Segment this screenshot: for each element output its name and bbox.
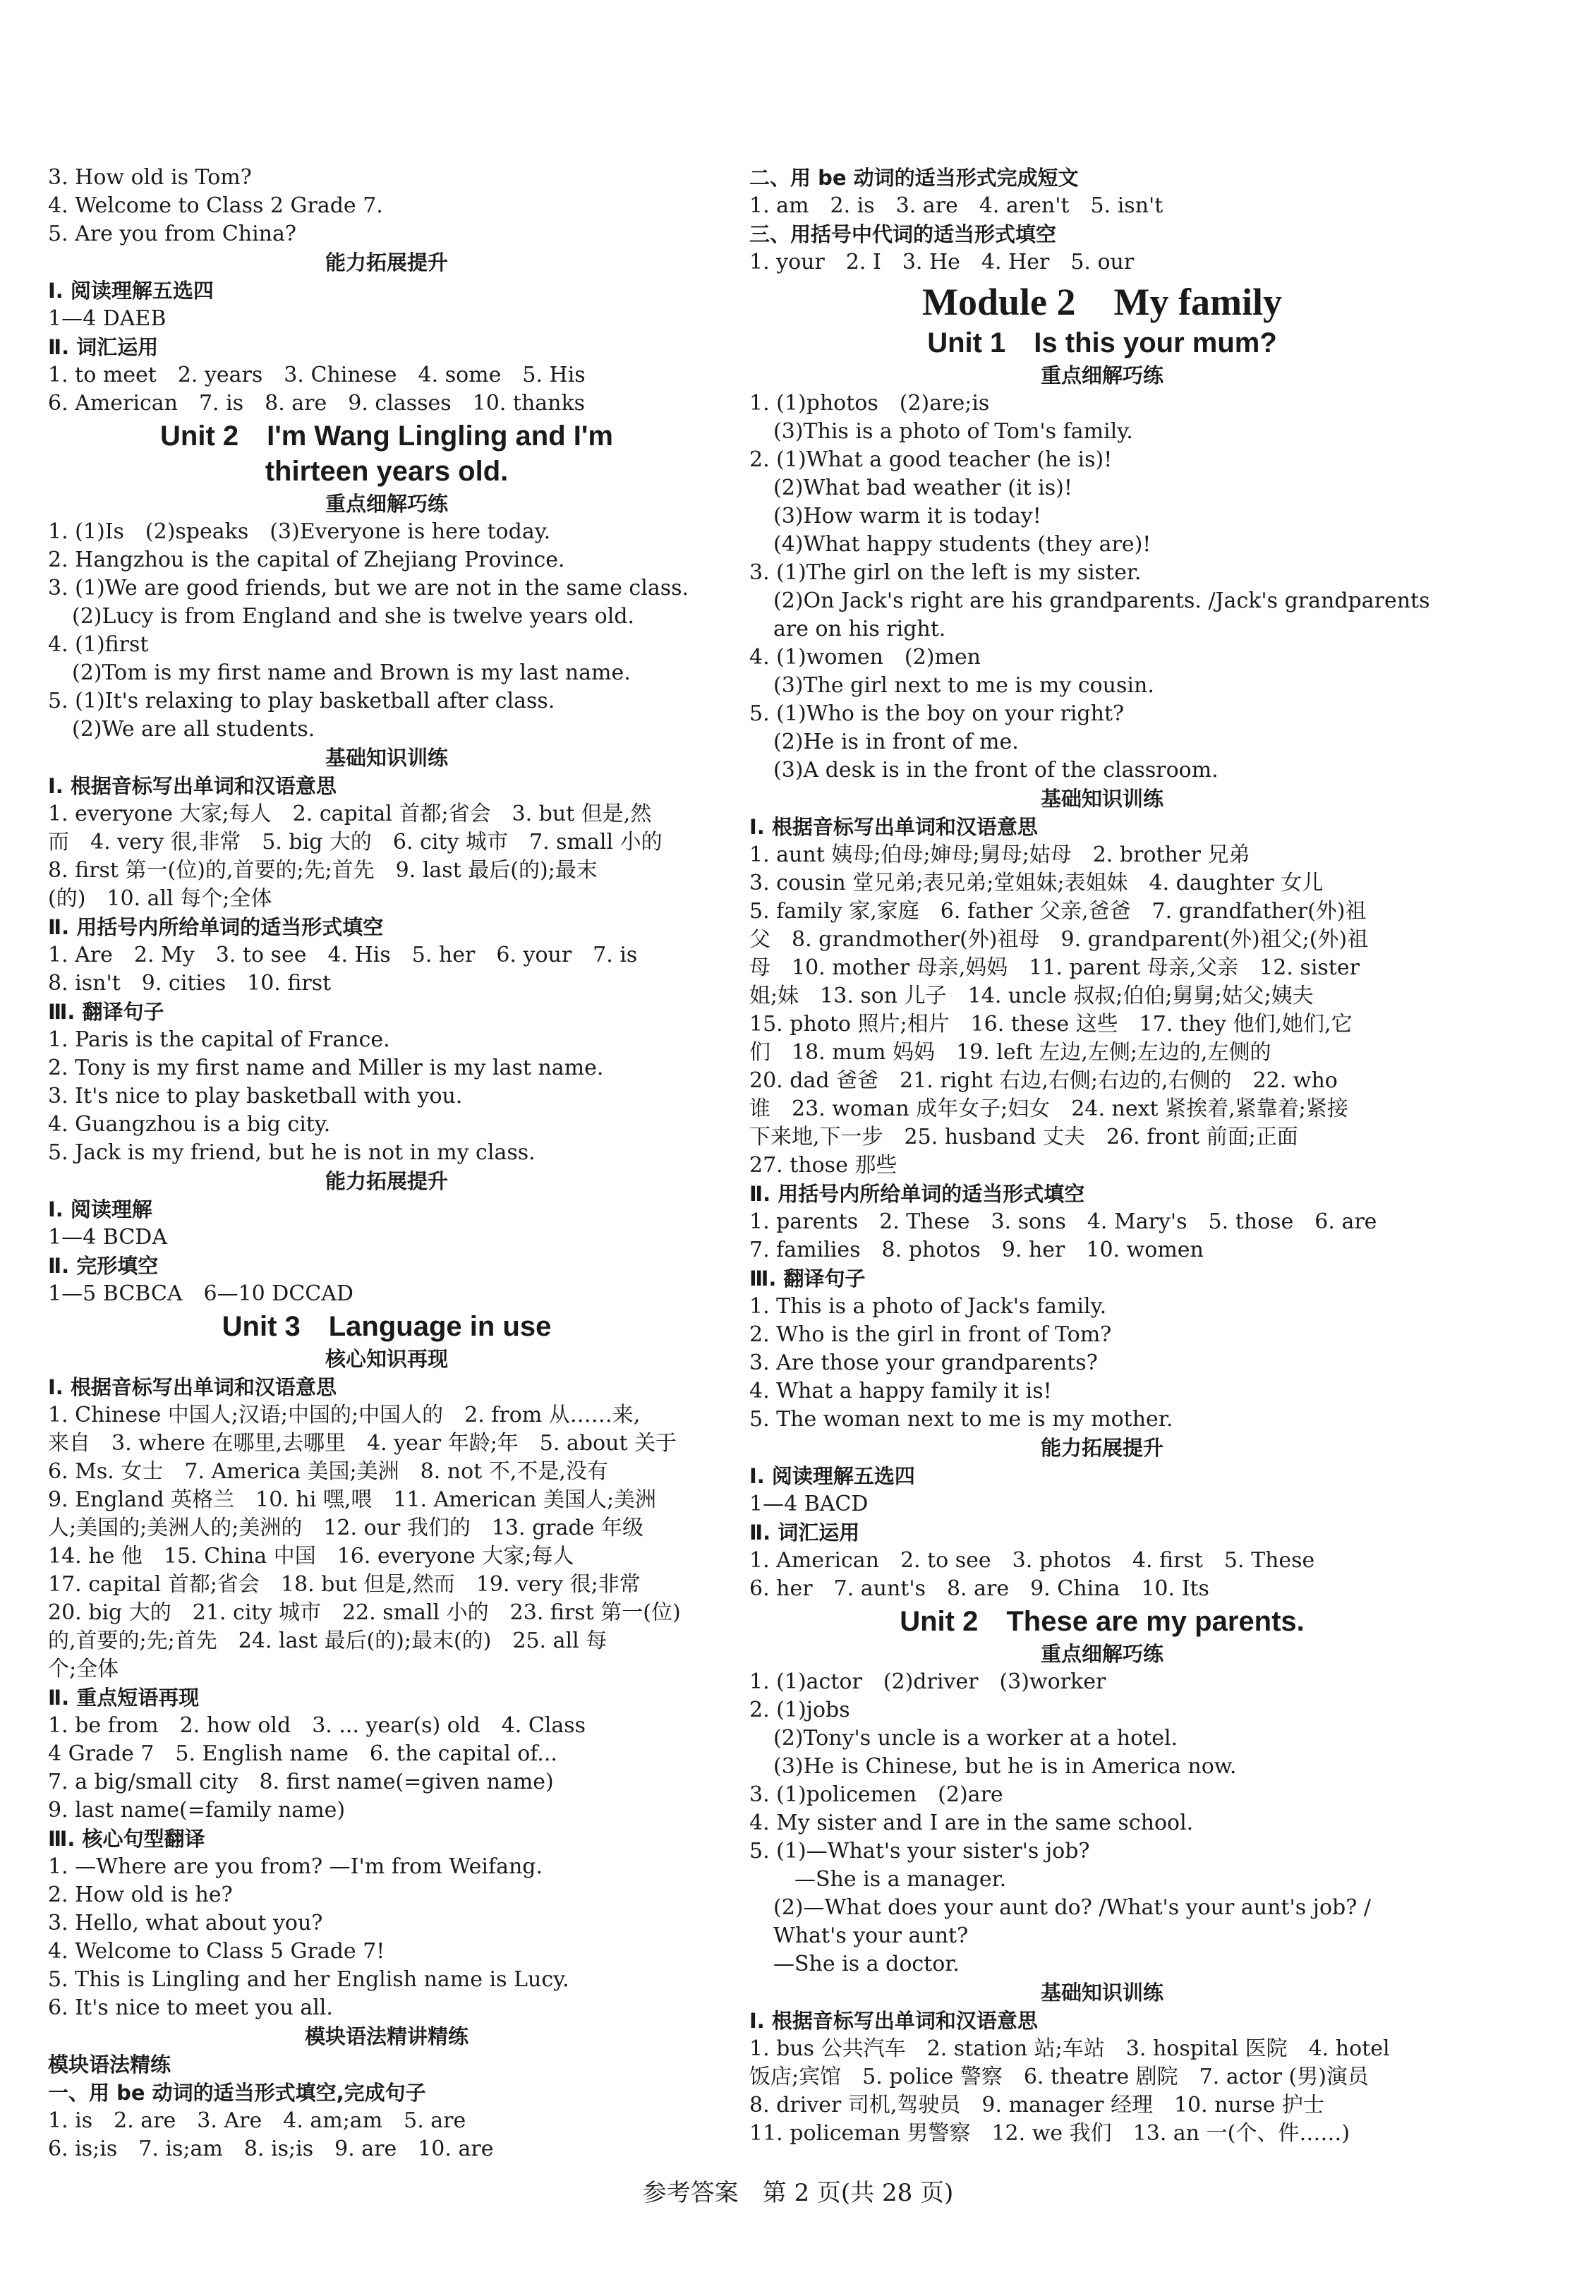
section-heading: Ⅰ. 阅读理解五选四 [749,1464,915,1488]
answer-line: 6. American 7. is 8. are 9. classes 10. thanks [48,391,586,416]
answer-line: (3)A desk is in the front of the classroom. [773,758,1219,783]
answer-line: (2)Tony's uncle is a worker at a hotel. [773,1726,1178,1751]
answer-line: 5. (1)—What's your sister's job? [749,1839,1090,1863]
section-heading: 一、用 be 动词的适当形式填空,完成句子 [48,2081,426,2105]
answer-line: (2)What bad weather (it is)! [773,476,1072,500]
answer-line: 14. he 他 15. China 中国 16. everyone 大家;每人 [48,1544,574,1569]
answer-line: 来自 3. where 在哪里,去哪里 4. year 年龄;年 5. about 关于 [48,1431,677,1456]
answer-line: 5. (1)It's relaxing to play basketball after class. [48,689,555,713]
subsection-title: 基础知识训练 [325,746,448,770]
answer-line: 1. (1)Is (2)speaks (3)Everyone is here today. [48,519,551,544]
answer-line: 9. England 英格兰 10. hi 嘿,喂 11. American 美国人;美洲 [48,1487,657,1512]
unit-title: Unit 3 Language in use [222,1311,552,1342]
answer-line: 1. everyone 大家;每人 2. capital 首都;省会 3. but 但是,然 [48,802,652,826]
subsection-title: 模块语法精讲精练 [304,2024,468,2048]
answer-line: 而 4. very 很,非常 5. big 大的 6. city 城市 7. small 小的 [48,830,663,854]
answer-line: 3. (1)The girl on the left is my sister. [749,560,1142,585]
answer-line: 4. Welcome to Class 5 Grade 7! [48,1939,385,1964]
section-heading: 模块语法精练 [48,2053,171,2077]
answer-line: 8. driver 司机,驾驶员 9. manager 经理 10. nurse 护士 [749,2093,1324,2117]
answer-line: 15. photo 照片;相片 16. these 这些 17. they 他们,她们,它 [749,1012,1353,1037]
answer-line: 5. Are you from China? [48,222,296,246]
section-heading: Ⅱ. 完形填空 [48,1254,159,1278]
answer-line: 1. —Where are you from? —I'm from Weifang. [48,1854,543,1879]
answer-line: (的) 10. all 每个;全体 [48,886,272,911]
answer-line: (3)How warm it is today! [773,504,1041,528]
answer-line: 下来地,下一步 25. husband 丈夫 26. front 前面;正面 [749,1125,1298,1149]
answer-line: 1. This is a photo of Jack's family. [749,1294,1107,1319]
subsection-title: 核心知识再现 [325,1347,448,1371]
answer-line: 个;全体 [48,1657,119,1681]
answer-line: 2. (1)jobs [749,1698,850,1722]
section-heading: Ⅲ. 翻译句子 [749,1267,866,1291]
answer-line: (2)Lucy is from England and she is twelve years old. [72,604,635,629]
subsection-title: 重点细解巧练 [1040,1642,1163,1666]
answer-line: 6. is;is 7. is;am 8. is;is 9. are 10. are [48,2137,494,2161]
module-title: Module 2 My family [922,281,1282,323]
answer-line: 4. Welcome to Class 2 Grade 7. [48,193,383,218]
answer-line: (2)—What does your aunt do? /What's your aunt's job? / [773,1895,1371,1920]
subsection-title: 基础知识训练 [1040,787,1163,811]
answer-line: 3. cousin 堂兄弟;表兄弟;堂姐妹;表姐妹 4. daughter 女儿 [749,871,1324,895]
answer-line: 父 8. grandmother(外)祖母 9. grandparent(外)祖父;(外)祖 [749,927,1369,952]
answer-line: 1. Chinese 中国人;汉语;中国的;中国人的 2. from 从……来, [48,1403,641,1427]
answer-line: 1. be from 2. how old 3. ... year(s) old 4. Class [48,1713,586,1738]
answer-line: 4. Guangzhou is a big city. [48,1112,331,1137]
section-heading: 三、用括号中代词的适当形式填空 [749,222,1057,246]
answer-line: —She is a manager. [773,1867,1007,1892]
answer-line: (3)The girl next to me is my cousin. [773,673,1154,698]
answer-line: 2. Tony is my first name and Miller is my last name. [48,1056,604,1080]
answer-line: 6. her 7. aunt's 8. are 9. China 10. Its [749,1576,1209,1601]
section-heading: Ⅰ. 阅读理解 [48,1197,152,1221]
answer-line: 1. bus 公共汽车 2. station 站;车站 3. hospital 医院 4. hotel [749,2036,1390,2061]
answer-line: 2. (1)What a good teacher (he is)! [749,447,1113,472]
answer-line: 1. your 2. I 3. He 4. Her 5. our [749,250,1135,274]
answer-line: (2)He is in front of me. [773,730,1019,754]
answer-line: 1. (1)actor (2)driver (3)worker [749,1669,1106,1694]
answer-line: 们 18. mum 妈妈 19. left 左边,左侧;左边的,左侧的 [749,1040,1271,1065]
answer-line: (2)On Jack's right are his grandparents. /Jack's grandparents [773,588,1430,613]
section-heading: Ⅱ. 词汇运用 [749,1521,860,1545]
right-column [749,164,1455,2148]
left-column [48,164,725,2163]
answer-line: 1—4 DAEB [48,306,167,331]
answer-line: 8. isn't 9. cities 10. first [48,971,332,996]
answer-line: 20. dad 爸爸 21. right 右边,右侧;右边的,右侧的 22. who [749,1068,1338,1093]
section-heading: Ⅱ. 重点短语再现 [48,1686,200,1710]
section-heading: Ⅲ. 核心句型翻译 [48,1827,205,1851]
answer-line: 27. those 那些 [749,1153,897,1178]
answer-line: (3)This is a photo of Tom's family. [773,419,1133,444]
answer-line: 1. is 2. are 3. Are 4. am;am 5. are [48,2108,466,2133]
answer-line: 1. American 2. to see 3. photos 4. first 5. These [749,1548,1315,1573]
answer-line: 1. aunt 姨母;伯母;婶母;舅母;姑母 2. brother 兄弟 [749,842,1250,867]
answer-line: 1. parents 2. These 3. sons 4. Mary's 5. those 6. are [749,1209,1377,1234]
answer-line: 人;美国的;美洲人的;美洲的 12. our 我们的 13. grade 年级 [48,1516,643,1540]
answer-line: 4. (1)women (2)men [749,645,981,670]
answer-line: 1. Paris is the capital of France. [48,1027,390,1052]
section-heading: Ⅰ. 根据音标写出单词和汉语意思 [749,815,1038,839]
answer-line: What's your aunt? [773,1923,969,1948]
answer-line: 4. (1)first [48,632,149,657]
answer-line: 谁 23. woman 成年女子;妇女 24. next 紧挨着,紧靠着;紧接 [749,1096,1348,1121]
answer-line: 8. first 第一(位)的,首要的;先;首先 9. last 最后(的);最末 [48,858,598,883]
answer-line: 1—4 BACD [749,1492,869,1516]
answer-line: 3. Are those your grandparents? [749,1351,1098,1375]
section-heading: Ⅱ. 用括号内所给单词的适当形式填空 [48,915,384,939]
answer-line: 3. (1)We are good friends, but we are not in the same class. [48,576,689,600]
unit-title: Unit 2 I'm Wang Lingling and I'm [160,421,613,452]
answer-line: 3. (1)policemen (2)are [749,1782,1003,1807]
answer-line: 1—5 BCBCA 6—10 DCCAD [48,1281,353,1306]
answer-line: 9. last name(=family name) [48,1798,346,1823]
answer-line: 7. a big/small city 8. first name(=given name) [48,1770,554,1794]
section-heading: Ⅱ. 词汇运用 [48,335,159,359]
section-heading: Ⅰ. 阅读理解五选四 [48,279,214,303]
subsection-title: 能力拓展提升 [325,250,448,274]
unit-title: Unit 1 Is this your mum? [927,327,1277,358]
unit-title: thirteen years old. [265,456,509,487]
answer-line: (2)Tom is my first name and Brown is my last name. [72,660,631,685]
answer-line: 5. (1)Who is the boy on your right? [749,701,1125,726]
answer-line: 7. families 8. photos 9. her 10. women [749,1238,1204,1262]
answer-line: 5. This is Lingling and her English name is Lucy. [48,1967,569,1992]
answer-line: 饭店;宾馆 5. police 警察 6. theatre 剧院 7. actor (男)演员 [749,2065,1369,2089]
unit-title: Unit 2 These are my parents. [900,1606,1305,1637]
answer-line: 4. What a happy family it is! [749,1379,1052,1403]
answer-line: 3. How old is Tom? [48,165,252,190]
answer-line: 6. Ms. 女士 7. America 美国;美洲 8. not 不,不是,没有 [48,1459,608,1484]
answer-line: 5. The woman next to me is my mother. [749,1407,1173,1432]
section-heading: Ⅰ. 根据音标写出单词和汉语意思 [48,1375,337,1399]
answer-line: —She is a doctor. [773,1952,960,1976]
answer-line: 5. family 家,家庭 6. father 父亲,爸爸 7. grandfather(外)祖 [749,899,1367,924]
answer-line: (3)He is Chinese, but he is in America now. [773,1754,1237,1779]
answer-line: (4)What happy students (they are)! [773,532,1151,557]
section-heading: Ⅰ. 根据音标写出单词和汉语意思 [749,2009,1038,2033]
answer-line: 2. Who is the girl in front of Tom? [749,1322,1112,1347]
section-heading: Ⅱ. 用括号内所给单词的适当形式填空 [749,1182,1085,1206]
answer-line: 3. Hello, what about you? [48,1911,323,1935]
subsection-title: 重点细解巧练 [1040,363,1163,387]
answer-line: 2. Hangzhou is the capital of Zhejiang Province. [48,548,565,572]
section-heading: 二、用 be 动词的适当形式完成短文 [749,166,1079,190]
answer-line: are on his right. [773,617,946,641]
subsection-title: 能力拓展提升 [325,1169,448,1193]
answer-line: 3. It's nice to play basketball with you. [48,1084,463,1108]
answer-line: 20. big 大的 21. city 城市 22. small 小的 23. first 第一(位) [48,1600,681,1625]
subsection-title: 基础知识训练 [1040,1981,1163,2005]
answer-line: 11. policeman 男警察 12. we 我们 13. an 一(个、件……) [749,2121,1350,2146]
answer-line: 4. My sister and I are in the same school. [749,1811,1194,1835]
subsection-title: 重点细解巧练 [325,492,448,516]
answer-line: 姐;妹 13. son 儿子 14. uncle 叔叔;伯伯;舅舅;姑父;姨夫 [749,984,1314,1008]
answer-line: 5. Jack is my friend, but he is not in my class. [48,1140,536,1165]
answer-line: 1. Are 2. My 3. to see 4. His 5. her 6. your 7. is [48,943,638,967]
answer-line: 6. It's nice to meet you all. [48,1995,333,2020]
answer-line: 1. (1)photos (2)are;is [749,391,990,416]
answer-line: 4 Grade 7 5. English name 6. the capital of... [48,1741,557,1766]
answer-line: 母 10. mother 母亲,妈妈 11. parent 母亲,父亲 12. sister [749,955,1360,980]
answer-line: 17. capital 首都;省会 18. but 但是,然而 19. very 很;非常 [48,1572,641,1597]
section-heading: Ⅲ. 翻译句子 [48,1000,164,1024]
page-footer: 参考答案 第 2 页(共 28 页) [642,2179,954,2207]
answer-line: (2)We are all students. [72,717,315,742]
section-heading: Ⅰ. 根据音标写出单词和汉语意思 [48,774,337,798]
answer-line: 的,首要的;先;首先 24. last 最后(的);最末(的) 25. all 每 [48,1629,607,1653]
answer-line: 1—4 BCDA [48,1225,167,1250]
subsection-title: 能力拓展提升 [1040,1436,1163,1460]
answer-line: 2. How old is he? [48,1883,233,1907]
answer-line: 1. to meet 2. years 3. Chinese 4. some 5. His [48,363,586,387]
answer-line: 1. am 2. is 3. are 4. aren't 5. isn't [749,193,1163,218]
